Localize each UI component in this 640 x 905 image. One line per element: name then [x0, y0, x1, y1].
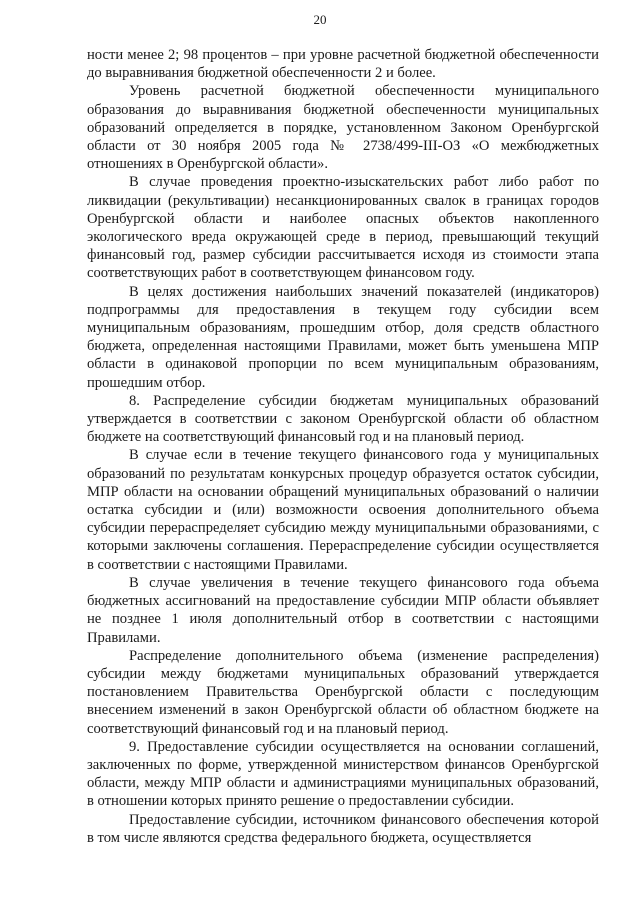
paragraph-6: В случае если в течение текущего финансового года у муниципальных образований по результатам конкурсных процедур образуется остаток субсидии, МПР области на основании обращений муниципальных образований о наличии остатка субсидии и (или) возможности освоения дополнительного объема субсидии перераспределяет субсидию между муниципальными образованиями, с которыми заключены соглашения. Перераспределение субсидии осуществляется в соответствии с настоящими Правилами. [87, 447, 599, 573]
paragraph-5: 8. Распределение субсидии бюджетам муниципальных образований утверждается в соответствии с законом Оренбургской области об областном бюджете на соответствующий финансовый год и на плановый период. [87, 392, 599, 446]
paragraph-4: В целях достижения наибольших значений показателей (индикаторов) подпрограммы для предоставления в текущем году субсидии всем муниципальным образованиям, прошедшим отбор, доля средств областного бюджета, определенная настоящими Правилами, может быть уменьшена МПР области в одинаковой пропорции по всем муниципальным образованиям, прошедшим отбор. [87, 283, 599, 391]
document-body [87, 46, 599, 847]
paragraph-2: Уровень расчетной бюджетной обеспеченности муниципального образования до выравнивания бюджетной обеспеченности муниципальных образований определяется в порядке, установленном Законом Оренбургской области от 30 ноября 2005 года № 2738/499-III-ОЗ «О межбюджетных отношениях в Оренбургской области». [87, 83, 599, 173]
paragraph-10: Предоставление субсидии, источником финансового обеспечения которой в том числе являются средства федерального бюджета, осуществляется [87, 811, 599, 846]
page-number: 20 [313, 12, 327, 27]
paragraph-8: Распределение дополнительного объема (изменение распределения) субсидии между бюджетами муниципальных образований утверждается постановлением Правительства Оренбургской области с последующим внесением изменений в закон Оренбургской области об областном бюджете на соответствующий финансовый год и на плановый период. [87, 647, 599, 737]
paragraph-7: В случае увеличения в течение текущего финансового года объема бюджетных ассигнований на предоставление субсидии МПР области объявляет не позднее 1 июля дополнительный отбор в соответствии с настоящими Правилами. [87, 574, 599, 646]
paragraph-9: 9. Предоставление субсидии осуществляется на основании соглашений, заключенных по форме, утвержденной министерством финансов Оренбургской области, между МПР области и администрациями муниципальных образований, в отношении которых принято решение о предоставлении субсидии. [87, 738, 599, 810]
paragraph-1: ности менее 2; 98 процентов – при уровне расчетной бюджетной обеспеченности до выравнивания бюджетной обеспеченности 2 и более. [87, 47, 599, 82]
paragraph-3: В случае проведения проектно-изыскательских работ либо работ по ликвидации (рекультивации) несанкционированных свалок в границах городов Оренбургской области и наиболее опасных объектов накопленного экологического вреда окружающей среде в период, превышающий текущий финансовый год, размер субсидии рассчитывается исходя из стоимости этапа соответствующих работ в соответствующем финансовом году. [87, 174, 599, 282]
